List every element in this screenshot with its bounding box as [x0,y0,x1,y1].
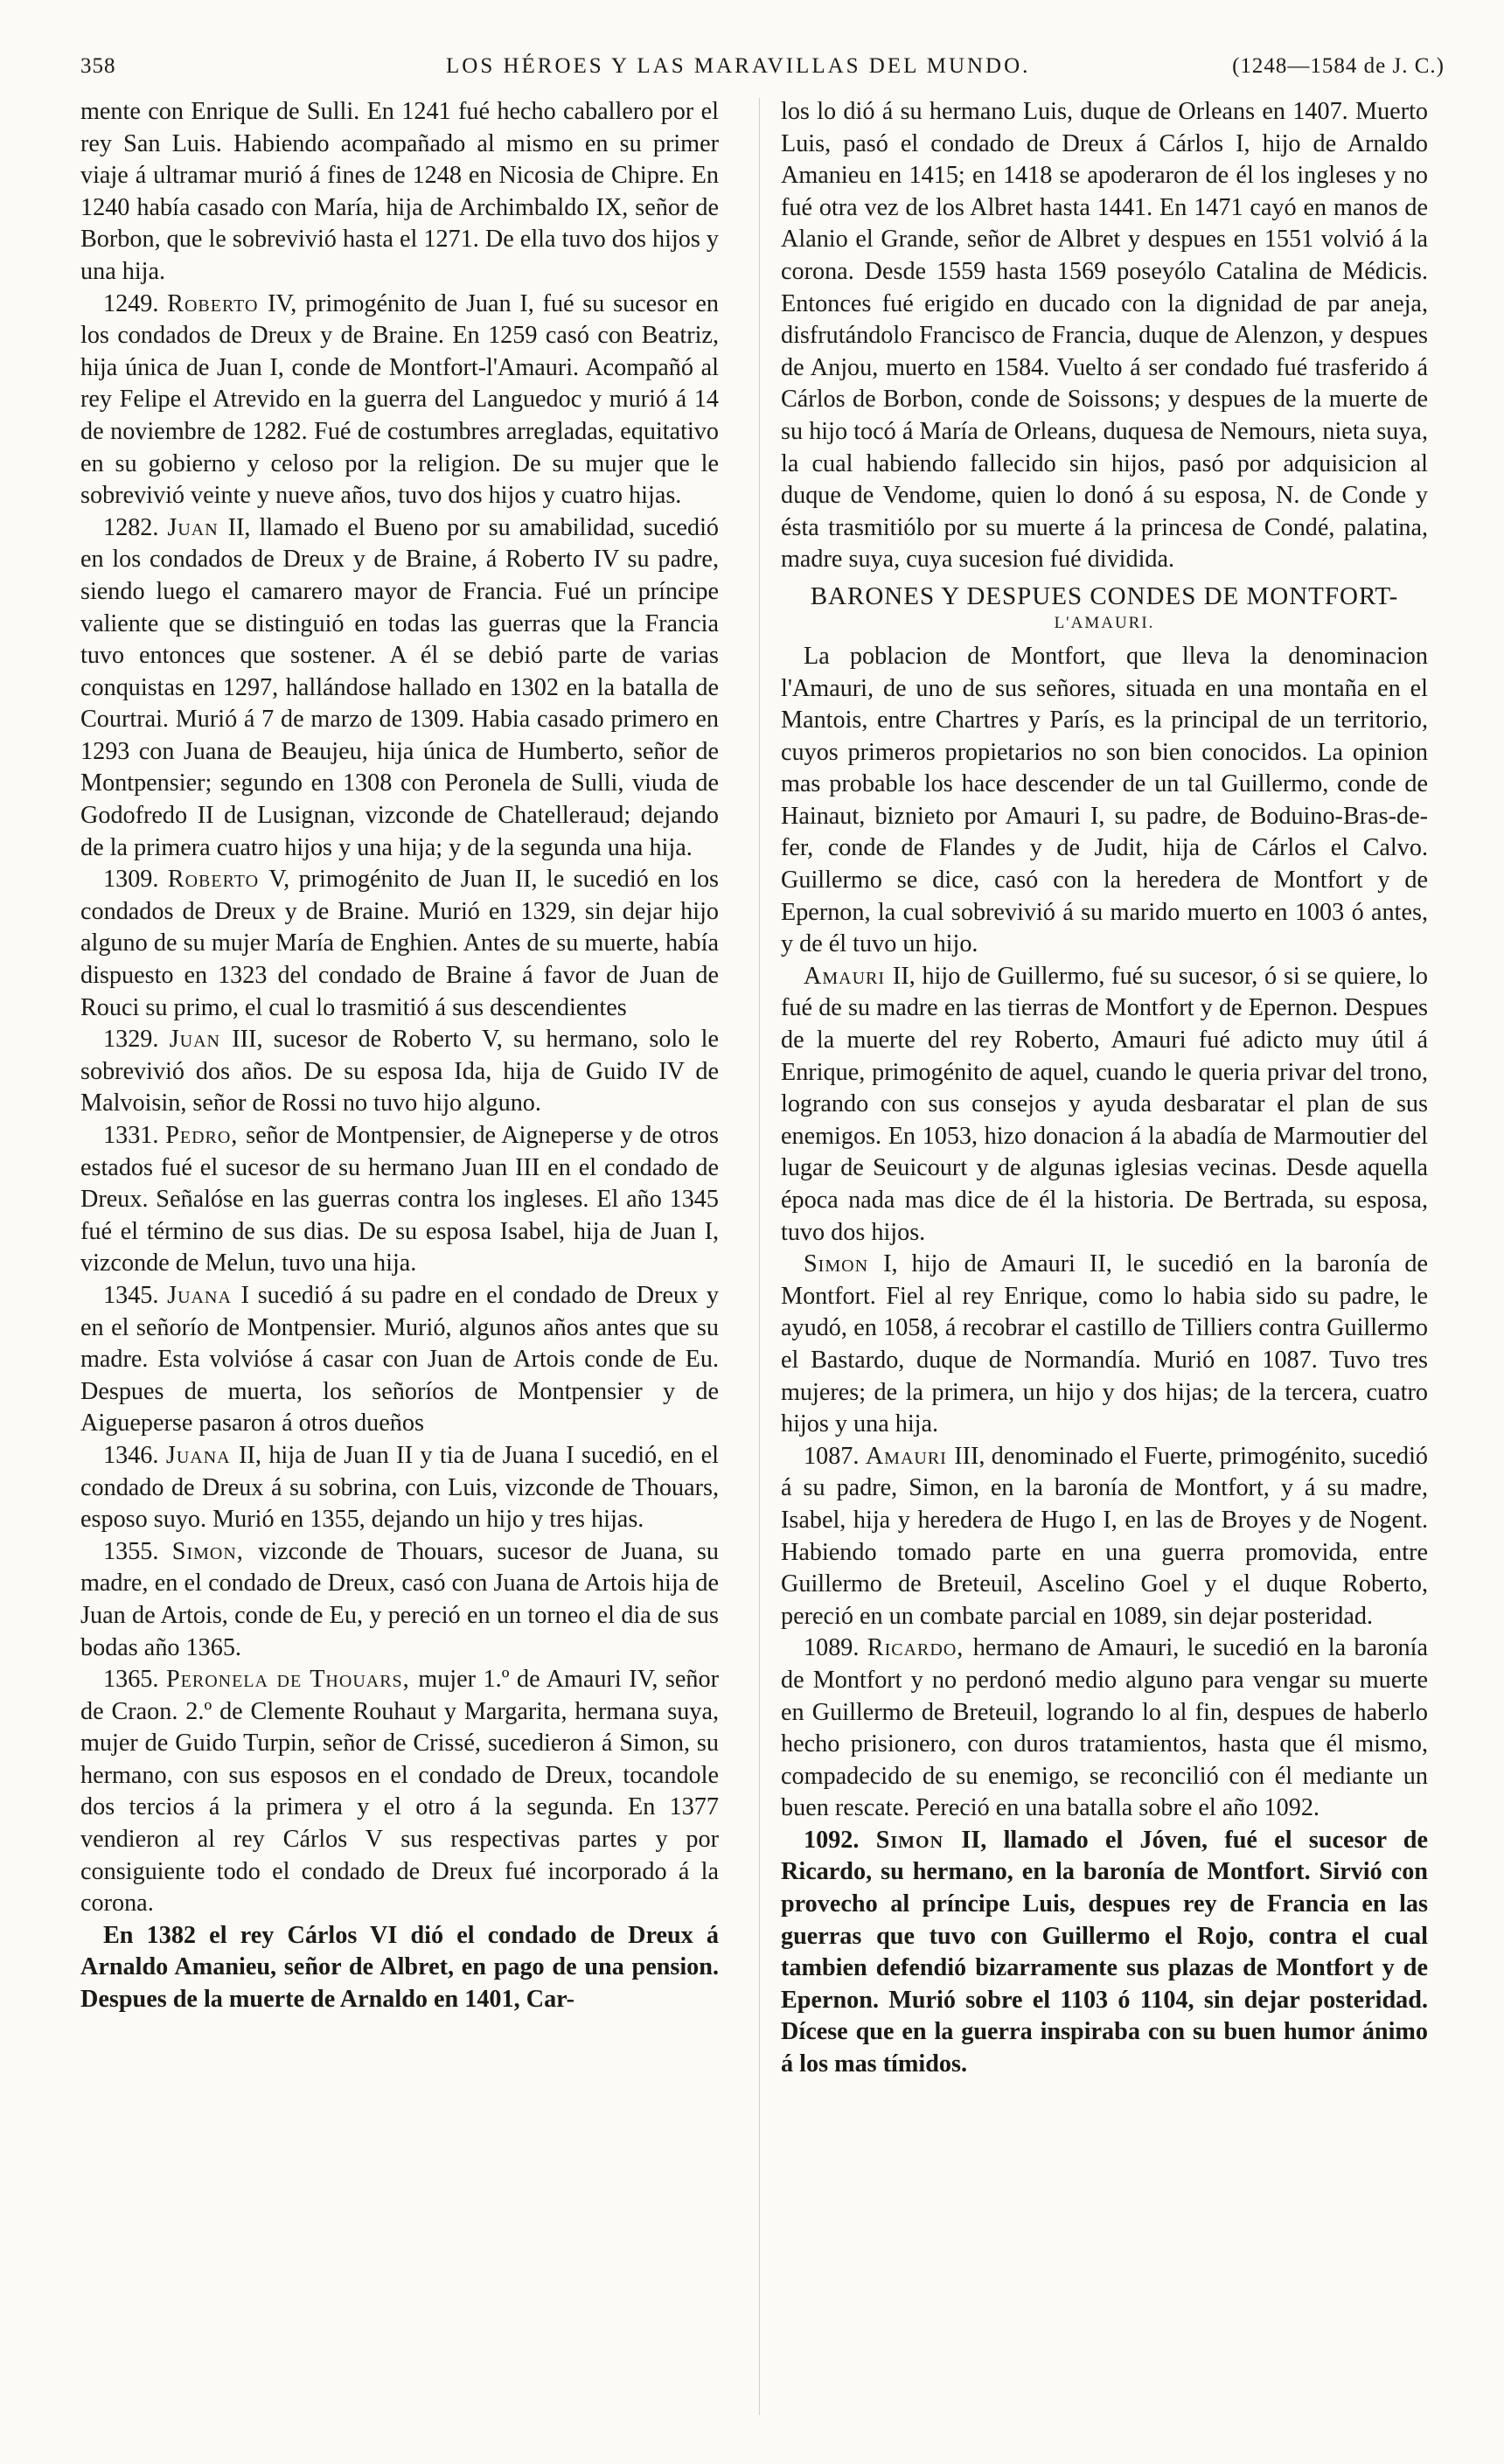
left-column [80,96,719,2016]
entry-year: 1092. [804,1826,876,1854]
entry-name: Simon, [171,1537,259,1565]
right-column-paragraph [781,1441,1428,1633]
entry-text: IV, primogénito de Juan I, fué su sucesor en los condados de Dreux y de Braine. En 1259 casó con Beatriz, hija única de Juan I, conde de Montfort-l'Amauri. Acompañó al rey Felipe el Atrevido en la guerra del Languedoc y murió á 14 de noviembre de 1282. Fué de costumbres arregladas, equitativo en su gobierno y celoso por la religion. De su mujer que le sobrevivió veinte y nueve años, tuvo dos hijos y cuatro hijas. [80,289,719,510]
left-column-paragraph [80,1024,719,1120]
section-subtitle: L'AMAURI. [1054,613,1155,632]
entry-text: I sucedió á su padre en el condado de Dreux y en el señorío de Montpensier. Murió, algunos años antes que su madre. Esta volvióse á casar con Juan de Artois conde de Eu. Despues de muerta, los señoríos de Montpensier y de Aigueperse pasaron á otros dueños [80,1281,719,1437]
entry-year: 1345. [103,1281,168,1309]
entry-year: 1365. [103,1666,166,1694]
left-column-paragraph [80,289,719,512]
entry-name: Ricardo, [867,1634,973,1662]
entry-text: hermano de Amauri, le sucedió en la baronía de Montfort y no perdonó medio alguno para vengar su muerte en Guillermo de Breteuil, logrando lo al fin, despues de haberlo hecho prisionero, con duros tratamientos, hasta que él mismo, compadecido de su enemigo, se reconcilió con él mediante un buen rescate. Pereció en una batalla sobre el año 1092. [781,1634,1428,1822]
entry-year: 1355. [103,1537,172,1565]
right-column-paragraph [781,961,1428,1249]
right-column [781,96,1428,2081]
entry-name: Simon [804,1250,884,1278]
entry-text: III, denominado el Fuerte, primogénito, sucedió á su padre, Simon, en la baronía de Montfort, y á su madre, Isabel, hija y heredera de Hugo I, en las de Broyes y de Nogent. Habiendo tomado parte en una guerra promovida, entre Guillermo de Breteuil, Ascelino Goel y el duque Roberto, pereció en un combate parcial en 1089, sin dejar posteridad. [781,1442,1428,1630]
entry-name: Amauri [865,1442,955,1470]
right-entries [781,641,1428,2081]
entry-text: II, hijo de Guillermo, fué su sucesor, ó si se quiere, lo fué de su madre en las tierras de Montfort y de Epernon. Despues de la muerte del rey Roberto, Amauri fué adicto muy útil á Enrique, primogénito de aquel, cuando le queria privar del trono, logrando con sus consejos y ayuda desbaratar el plan de sus enemigos. En 1053, hizo donacion á la abadía de Marmoutier del lugar de Seuicourt y de algunas iglesias vecinas. Desde aquella época nada mas dice de él la historia. De Bertrada, su esposa, tuvo dos hijos. [781,962,1429,1246]
left-column-paragraph [80,1440,719,1536]
page-header [80,54,1445,89]
column-divider [759,98,760,2415]
entry-name: Roberto [167,289,268,317]
left-column-paragraph [80,1536,719,1664]
entry-name: Juana [167,1281,241,1309]
left-column-paragraph [80,1664,719,1920]
entry-text: II, llamado el Jóven, fué el sucesor de Ricardo, su hermano, en la baronía de Montfort. Sirvió con provecho al príncipe Luis, despues rey de Francia en las guerras que tuvo con Guillermo el Rojo, contra el cual tambien defendió bizarramente sus plazas de Montfort y de Epernon. Murió sobre el 1103 ó 1104, sin dejar posteridad. Dícese que en la guerra inspiraba con su buen humor ánimo á los mas tímidos. [781,1826,1428,2078]
entry-text: señor de Montpensier, de Aigneperse y de otros estados fué el sucesor de su hermano Juan III en el condado de Dreux. Señalóse en las guerras contra los ingleses. El año 1345 fué el término de sus dias. De su esposa Isabel, hija de Juan I, vizconde de Melun, tuvo una hija. [80,1122,719,1277]
entry-name: Peronela de Thouars, [165,1666,419,1694]
entry-name: Roberto [167,866,269,894]
left-column-paragraph [80,864,719,1024]
left-column-paragraph: mente con Enrique de Sulli. En 1241 fué hecho caballero por el rey San Luis. Habiendo acompañado al mismo en su primer viaje á ultramar murió á fines de 1248 en Nicosia de Chipre. En 1240 había casado con María, hija de Archimbaldo IX, señor de Borbon, que le sobrevivió hasta el 1271. De ella tuvo dos hijos y una hija. [80,98,719,285]
entry-text: mujer 1.º de Amauri IV, señor de Craon. 2.º de Clemente Rouhaut y Margarita, hermana suya, mujer de Guido Turpin, señor de Crissé, sucedieron á Simon, su hermano, con sus esposos en el condado de Dreux, tocandole dos tercios á la primera y el otro á la segunda. En 1377 vendieron al rey Cárlos V sus respectivas partes y por consiguiente todo el condado de Dreux fué incorporado á la corona. [80,1666,719,1918]
left-column-paragraph [80,512,719,865]
entry-text: V, primogénito de Juan II, le sucedió en los condados de Dreux y de Braine. Murió en 1329, sin dejar hijo alguno de su mujer María de Enghien. Antes de su muerte, había dispuesto en 1323 del condado de Braine á favor de Juan de Rouci su primo, el cual lo trasmitió á sus descendientes [80,866,720,1021]
left-column-paragraph [80,1280,719,1440]
entry-year: 1087. [804,1442,866,1470]
entry-name: Pedro, [165,1122,247,1149]
entry-text: vizconde de Thouars, sucesor de Juana, su madre, en el condado de Dreux, casó con Juana de Artois hija de Juan de Artois, conde de Eu, y pereció en un torneo el dia de sus bodas año 1365. [80,1537,720,1661]
entry-text: II, llamado el Bueno por su amabilidad, sucedió en los condados de Dreux y de Braine, á Roberto IV su padre, siendo luego el camarero mayor de Francia. Fué un príncipe valiente que se distinguió en todas las guerras que la Francia tuvo entonces que sostener. A él se debió parte de varias conquistas en 1297, hallándose hallado en 1302 en la batalla de Courtrai. Murió á 7 de marzo de 1309. Habia casado primero en 1293 con Juana de Beaujeu, hija única de Humberto, señor de Montpensier; segundo en 1308 con Peronela de Sulli, viuda de Godofredo II de Lusignan, vizconde de Chatelleraud; dejando de la primera cuatro hijos y una hija; y de la segunda una hija. [80,513,719,861]
date-range: (1248—1584 de J. C.) [1232,54,1445,78]
entry-name: Amauri [804,962,893,990]
left-column-paragraph [80,1120,719,1280]
entry-year: 1089. [804,1634,867,1662]
right-column-paragraph [781,1632,1428,1825]
running-title: LOS HÉROES Y LAS MARAVILLAS DEL MUNDO. [446,54,1031,78]
entry-name: Simon [875,1826,962,1854]
entry-text: II, hija de Juan II y tia de Juana I sucedió, en el condado de Dreux á su sobrina, con Luis, vizconde de Thouars, esposo suyo. Murió en 1355, dejando un hijo y tres hijas. [80,1441,720,1534]
entry-year: 1249. [103,289,168,317]
section-title: BARONES Y DESPUES CONDES DE MONTFORT- [810,581,1399,610]
right-column-paragraph: La poblacion de Montfort, que lleva la denominacion l'Amauri, de uno de sus señores, situada en una montaña en el Mantois, entre Chartres y París, es la principal de un territorio, cuyos primeros propietarios no son bien conocidos. La opinion mas probable los hace descender de un tal Guillermo, conde de Hainaut, biznieto por Amauri I, su padre, de Boduino-Bras-de-fer, conde de Flandes y de Judit, hija de Cárlos el Calvo. Guillermo se dice, casó con la heredera de Montfort y de Epernon, la cual sobrevivió á su marido muerto en 1003 ó antes, y de él tuvo un hijo. [781,642,1428,958]
entry-name: Juan [167,513,228,541]
entry-year: 1346. [103,1441,166,1469]
right-column-continuation: los lo dió á su hermano Luis, duque de Orleans en 1407. Muerto Luis, pasó el condado de Dreux á Cárlos I, hijo de Arnaldo Amanieu en 1415; en 1418 se apoderaron de él los ingleses y no fué otra vez de los Albret hasta 1441. En 1471 cayó en manos de Alanio el Grande, señor de Albret y despues en 1551 volvió á la corona. Desde 1559 hasta 1569 poseyólo Catalina de Médicis. Entonces fué erigido en ducado con la dignidad de par aneja, disfrutándolo Francisco de Francia, duque de Alenzon, y despues de Anjou, muerto en 1584. Vuelto á ser condado fué trasferido á Cárlos de Borbon, conde de Soissons; y despues de la muerte de su hijo tocó á María de Orleans, duquesa de Nemours, nieta suya, la cual habiendo fallecido sin hijos, pasó por adquisicion al duque de Vendome, quien lo donó á su esposa, N. de Conde y ésta trasmitiólo por su muerte á la princesa de Condé, palatina, madre suya, cuya sucesion fué dividida. [781,98,1428,574]
entry-name: Juan [169,1026,233,1054]
entry-text: I, hijo de Amauri II, le sucedió en la baronía de Montfort. Fiel al rey Enrique, como lo habia sido su padre, le ayudó, en 1058, á recobrar el castillo de Tilliers contra Guillermo el Bastardo, duque de Normandía. Murió en 1087. Tuvo tres mujeres; de la primera, un hijo y dos hijas; de la tercera, cuatro hijos y una hija. [781,1250,1428,1438]
entry-text: III, sucesor de Roberto V, su hermano, solo le sobrevivió dos años. De su esposa Ida, hija de Guido IV de Malvoisin, señor de Rossi no tuvo hijo alguno. [80,1026,719,1117]
entry-year: 1329. [103,1026,170,1054]
entry-year: 1331. [103,1122,166,1149]
left-column-paragraph: En 1382 el rey Cárlos VI dió el condado de Dreux á Arnaldo Amanieu, señor de Albret, en pago de una pension. Despues de la muerte de Arnaldo en 1401, Car- [80,1921,719,2014]
entry-year: 1309. [103,866,168,894]
page-number: 358 [80,54,116,78]
right-column-paragraph [781,1249,1428,1441]
right-column-paragraph [781,1825,1428,2081]
entry-name: Juana [165,1441,240,1469]
entry-year: 1282. [103,513,168,541]
